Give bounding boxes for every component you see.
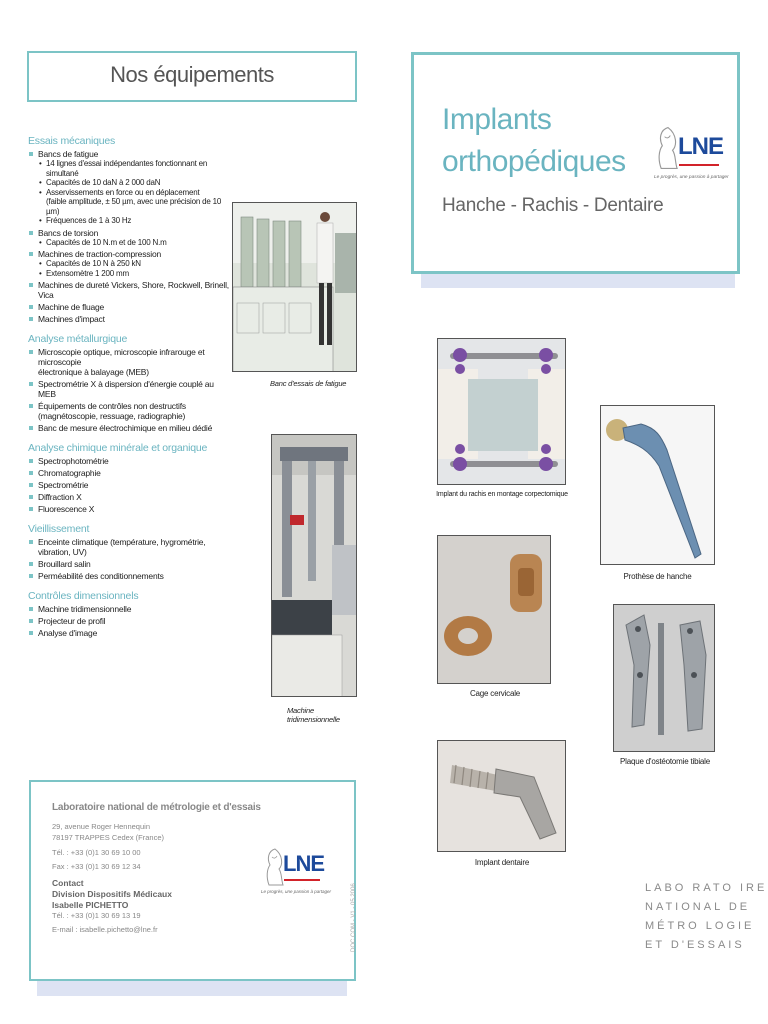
list-item-label: Machine de fluage: [38, 302, 105, 312]
cmm-illustration: [272, 435, 357, 697]
list-item-label: Diffraction X: [38, 492, 82, 502]
lab-photo-illustration: [233, 203, 357, 372]
list-subitem: [28, 188, 233, 217]
list-item-label: Chromatographie: [38, 468, 101, 478]
cover-lne-logo: [654, 123, 734, 193]
list-item: [28, 423, 233, 433]
tibial-plate-photo: [613, 604, 715, 752]
doc-reference-code: DOC.COM - V1 - 05.2006: [351, 883, 357, 952]
list-item: [28, 280, 233, 300]
section-title: Vieillissement: [28, 523, 90, 535]
contact-phone: Tél. : +33 (0)1 30 69 13 19: [52, 911, 141, 920]
list-item: [28, 302, 233, 312]
list-item: [28, 314, 233, 324]
list-subitem: [28, 216, 233, 226]
spine-implant-caption: Implant du rachis en montage corpectomique: [436, 491, 568, 498]
list-item-label: Analyse d'image: [38, 628, 98, 638]
section-title: Analyse métallurgique: [28, 333, 128, 345]
contact-label: Contact: [52, 878, 84, 888]
list-subitem-label: Extensomètre 1 200 mm: [46, 268, 129, 278]
cover-title-line2: orthopédiques: [442, 145, 626, 178]
list-item-label: Machines d'impact: [38, 314, 105, 324]
hip-prosthesis-photo: [600, 405, 715, 565]
bullet-square-icon: [29, 631, 33, 635]
bullet-dot-icon: •: [39, 268, 42, 278]
list-item: [28, 559, 233, 569]
list-item-label: Microscopie optique, microscopie infrarouge et microscopie électronique à balayage (MEB): [38, 347, 205, 377]
section-title: Analyse chimique minérale et organique: [28, 442, 208, 454]
list-item-label: Spectrométrie X à dispersion d'énergie couplé au MEB: [38, 379, 214, 399]
bullet-square-icon: [29, 283, 33, 287]
cover-box: [411, 52, 740, 274]
section-title: Essais mécaniques: [28, 135, 116, 147]
list-item-label: Enceinte climatique (température, hygrométrie, vibration, UV): [38, 537, 206, 557]
list-item-label: Équipements de contrôles non destructifs (magnétoscopie, ressuage, radiographie): [38, 401, 186, 421]
cervical-cage-photo: [437, 535, 551, 684]
address-line-2: 78197 TRAPPES Cedex (France): [52, 832, 164, 842]
list-item: [28, 228, 233, 238]
address-line-1: 29, avenue Roger Hennequin: [52, 822, 150, 831]
left-heading-box: [27, 51, 357, 102]
list-item: [28, 249, 233, 259]
bullet-square-icon: [29, 305, 33, 309]
list-item-label: Spectrophotométrie: [38, 456, 109, 466]
list-item-label: Bancs de torsion: [38, 227, 99, 238]
lab-name: Laboratoire national de métrologie et d'essais: [52, 802, 261, 813]
list-item: [28, 468, 233, 478]
contact-panel: [29, 780, 356, 981]
list-item-label: Fluorescence X: [38, 504, 95, 514]
list-subitem: [28, 238, 233, 248]
cover-subtitle: Hanche - Rachis - Dentaire: [442, 195, 664, 216]
spine-implant-illustration: [438, 339, 566, 485]
bullet-square-icon: [29, 404, 33, 408]
equipment-list: [28, 128, 233, 640]
bullet-square-icon: [29, 619, 33, 623]
phone: Tél. : +33 (0)1 30 69 10 00: [52, 848, 141, 857]
dental-implant-illustration: [438, 741, 566, 852]
lab-name-line-2: NATIONAL DE: [645, 901, 751, 913]
bullet-square-icon: [29, 483, 33, 487]
bullet-square-icon: [29, 471, 33, 475]
bullet-square-icon: [29, 231, 33, 235]
bullet-square-icon: [29, 562, 33, 566]
fatigue-bench-photo: [232, 202, 357, 372]
list-subitem: [28, 269, 233, 279]
list-item: [28, 616, 233, 626]
spine-implant-photo: [437, 338, 566, 485]
bullet-dot-icon: •: [39, 187, 42, 197]
bullet-square-icon: [29, 607, 33, 611]
bullet-dot-icon: •: [39, 237, 42, 247]
bullet-square-icon: [29, 317, 33, 321]
bullet-dot-icon: •: [39, 159, 42, 168]
list-item-label: Machines de traction-compression: [38, 249, 162, 259]
tibial-plate-caption: Plaque d'ostéotomie tibiale: [620, 757, 710, 766]
lab-name-line-4: ET D'ESSAIS: [645, 939, 745, 951]
lne-logo-text: LNE: [678, 133, 723, 160]
list-item-label: Machine tridimensionnelle: [38, 604, 132, 614]
cervical-cage-illustration: [438, 536, 551, 684]
bullet-square-icon: [29, 252, 33, 256]
contact-email[interactable]: E-mail : isabelle.pichetto@lne.fr: [52, 924, 158, 934]
tibial-plate-illustration: [614, 605, 715, 752]
bullet-square-icon: [29, 507, 33, 511]
cmm-caption: Machine tridimensionnelle: [287, 706, 340, 724]
bullet-square-icon: [29, 540, 33, 544]
list-subitem-label: Capacités de 10 N à 250 kN: [46, 259, 141, 268]
list-item: [28, 492, 233, 502]
list-subitem-label: Capacités de 10 N.m et de 100 N.m: [46, 237, 167, 247]
list-subitem: [28, 259, 233, 269]
bullet-square-icon: [29, 152, 33, 156]
list-item-label: Perméabilité des conditionnements: [38, 571, 164, 581]
list-item: [28, 604, 233, 614]
list-subitem-label: 14 lignes d'essai indépendantes fonctionnant en simultané: [46, 159, 208, 178]
page-title: Nos équipements: [110, 62, 274, 87]
list-item: [28, 480, 233, 490]
list-item-label: Banc de mesure électrochimique en milieu dédié: [38, 423, 213, 433]
bullet-square-icon: [29, 350, 33, 354]
dental-implant-caption: Implant dentaire: [474, 858, 530, 867]
dental-implant-photo: [437, 740, 566, 852]
section-title: Contrôles dimensionnels: [28, 590, 139, 602]
list-item: [28, 628, 233, 638]
list-item: [28, 379, 233, 399]
cervical-cage-caption: Cage cervicale: [469, 689, 521, 698]
lne-logo-underline: [679, 164, 719, 166]
fax: Fax : +33 (0)1 30 69 12 34: [52, 861, 141, 871]
hip-prosthesis-caption: Prothèse de hanche: [623, 572, 692, 581]
list-item: [28, 537, 233, 557]
lab-name-block: [645, 879, 767, 955]
cover-shadow: [421, 272, 735, 288]
lne-tagline: Le progrès, une passion à partager: [261, 889, 332, 894]
list-item: [28, 456, 233, 466]
bullet-square-icon: [29, 574, 33, 578]
contact-person: Isabelle PICHETTO: [52, 900, 129, 910]
hip-prosthesis-illustration: [601, 406, 715, 565]
list-item-label: Bancs de fatigue: [38, 149, 99, 159]
lab-name-line-3: MÉTRO LOGIE: [645, 920, 755, 932]
lne-tagline: Le progrès, une passion à partager: [654, 175, 729, 180]
list-item-label: Spectrométrie: [38, 480, 89, 490]
lne-logo-text: LNE: [283, 851, 324, 876]
list-item-label: Brouillard salin: [38, 559, 91, 569]
cmm-machine-photo: [271, 434, 357, 697]
bullet-dot-icon: •: [39, 178, 42, 187]
list-item: [28, 401, 233, 421]
list-subitem: [28, 178, 233, 188]
cover-title-line1: Implants: [442, 103, 552, 136]
list-item: [28, 504, 233, 514]
list-item: [28, 347, 233, 377]
list-item: [28, 149, 233, 159]
list-item: [28, 571, 233, 581]
bullet-square-icon: [29, 495, 33, 499]
bullet-square-icon: [29, 459, 33, 463]
list-subitem-label: Asservissements en force ou en déplacement (faible amplitude, ± 50 µm, avec une précision de 10 µm): [46, 187, 222, 216]
list-item-label: Machines de dureté Vickers, Shore, Rockwell, Brinell, Vica: [38, 280, 229, 300]
list-subitem: [28, 159, 233, 178]
bullet-square-icon: [29, 382, 33, 386]
contact-shadow: [37, 980, 347, 996]
bullet-dot-icon: •: [39, 216, 42, 225]
contact-lne-logo: [263, 845, 343, 905]
bullet-square-icon: [29, 426, 33, 430]
list-subitem-label: Capacités de 10 daN à 2 000 daN: [46, 178, 161, 187]
list-subitem-label: Fréquences de 1 à 30 Hz: [46, 216, 132, 225]
contact-division: Division Dispositifs Médicaux: [52, 889, 172, 899]
lne-logo-underline: [284, 879, 320, 881]
bullet-dot-icon: •: [39, 259, 42, 268]
lab-name-line-1: LABO RATO IRE: [645, 882, 768, 894]
fatigue-bench-caption: Banc d'essais de fatigue: [270, 379, 347, 388]
list-item-label: Projecteur de profil: [38, 616, 106, 626]
